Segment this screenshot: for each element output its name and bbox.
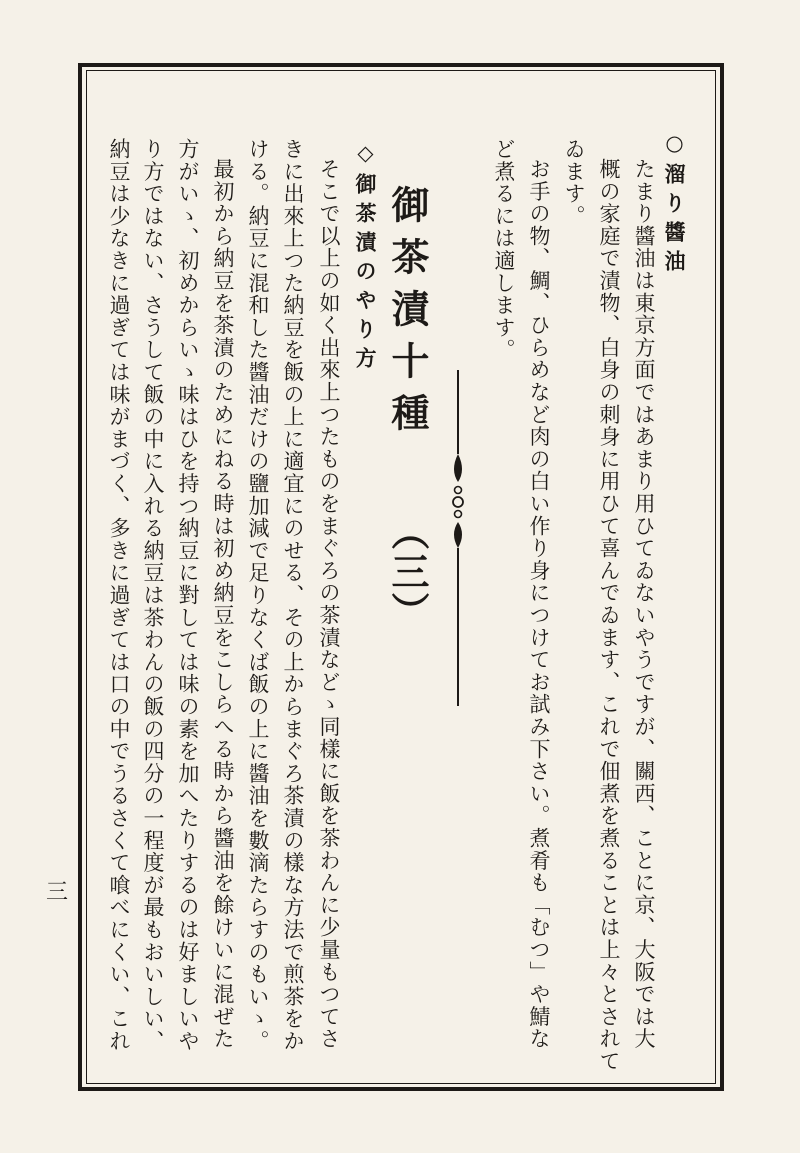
tamari-line-5: ど煮るには適します。 <box>492 138 516 361</box>
article-title-part: （三） <box>385 512 430 632</box>
method-line-3: ける。納豆に混和した醬油だけの鹽加減で足りなくば飯の上に醬油を數滴たらすのもいゝ。 <box>246 138 270 1053</box>
tamari-line-1: たまり醬油は東京方面ではあまり用ひてゐないやうですが、關西、ことに京、大阪では大 <box>632 158 656 1050</box>
article-title: 御茶漬十種 <box>385 185 430 445</box>
method-line-4: 最初から納豆を茶漬のためにねる時は初め納豆をこしらへる時から醬油を餘けいに混ぜた <box>211 158 235 1050</box>
method-line-7: 納豆は少なきに過ぎては味がまづく、多きに過ぎては口の中でうるさくて喰べにくい、これ <box>107 138 131 1053</box>
section-heading-tamari: ○溜り醬油 <box>662 130 687 279</box>
tamari-line-2: 概の家庭で漬物、白身の刺身に用ひて喜んでゐます、これで佃煮を煮ることは上々とされて <box>597 158 621 1073</box>
divider-ornament <box>440 370 476 710</box>
method-line-2: きに出來上つた納豆を飯の上に適宜にのせる、その上からまぐろ茶漬の樣な方法で煎茶をか <box>281 138 305 1053</box>
method-line-5: 方がいゝ、初めからいゝ味はひを持つ納豆に對しては味の素を加へたりするのは好ましいや <box>176 138 200 1053</box>
section-heading-method: ◇御茶漬のやり方 <box>353 140 378 376</box>
tamari-line-4: お手の物、鯛、ひらめなど肉の白い作り身につけてお試み下さい。煮肴も「むつ」や鯖な <box>527 158 551 1050</box>
page-number: 三 <box>46 880 69 905</box>
method-line-6: り方ではない、さうして飯の中に入れる納豆は茶わんの飯の四分の一程度が最もおいしい、 <box>141 138 165 1053</box>
tamari-line-3: ゐます。 <box>562 138 586 228</box>
method-line-1: そこで以上の如く出來上つたものをまぐろの茶漬などゝ同樣に飯を茶わんに少量もつてさ <box>317 158 341 1050</box>
